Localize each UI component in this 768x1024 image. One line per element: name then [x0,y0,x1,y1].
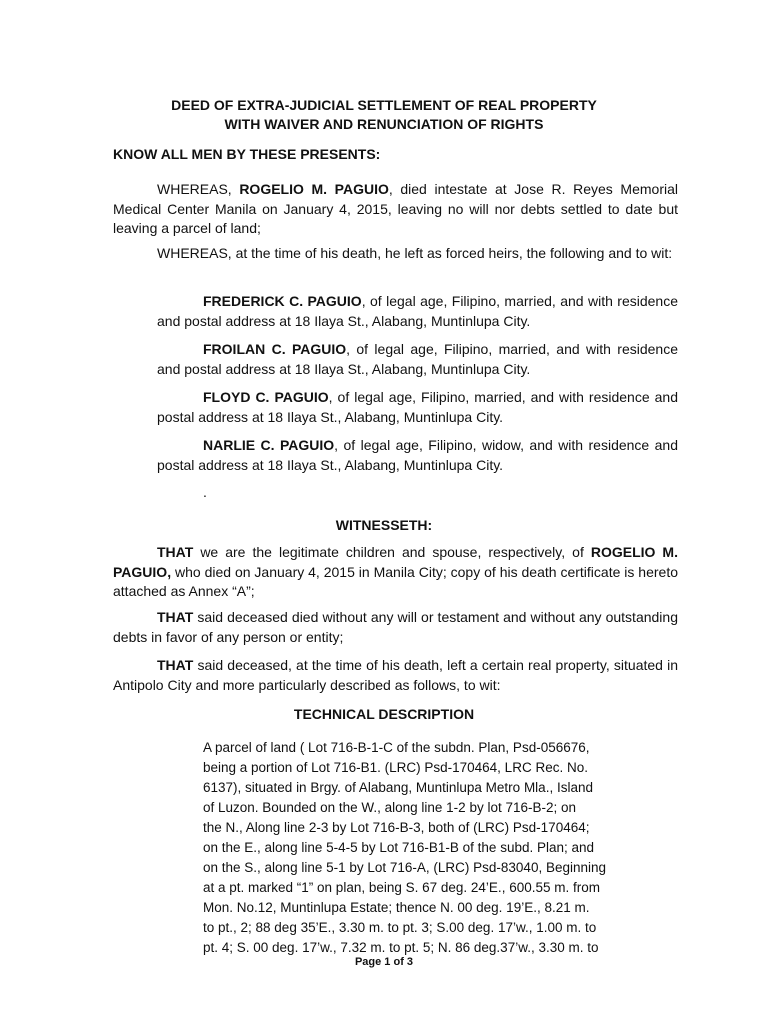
that-lead: THAT [157,544,194,560]
tech-line: pt. 4; S. 00 deg. 17’w., 7.32 m. to pt. 5; N. 86 deg.37’w., 3.30 m. to [203,940,599,955]
heir-description: , of legal age, Filipino, married, and with residence and postal address at 18 Ilaya St., Alabang, Muntinlupa City. [157,341,678,377]
whereas-paragraph-2: WHEREAS, at the time of his death, he left as forced heirs, the following and to wit: [157,245,673,261]
that-paragraph-2 [113,608,678,647]
know-all-heading: KNOW ALL MEN BY THESE PRESENTS: [113,146,381,162]
technical-description-heading: TECHNICAL DESCRIPTION [293,706,475,722]
heir-name: FROILAN C. PAGUIO [203,341,347,357]
whereas-lead: WHEREAS, [157,181,240,197]
page-number: Page 1 of 3 [354,956,414,968]
tech-line: the N., Along line 2-3 by Lot 716-B-3, both of (LRC) Psd-170464; [203,820,590,835]
technical-description-body [203,738,627,958]
tech-line: being a portion of Lot 716-B1. (LRC) Psd-170464, LRC Rec. No. [203,760,588,775]
tech-line: of Luzon. Bounded on the W., along line 1-2 by lot 716-B-2; on [203,800,577,815]
witnesseth-heading: WITNESSETH: [335,517,433,533]
whereas-text: , died intestate at Jose R. Reyes Memorial Medical Center Manila on January 4, 2015, leaving no will nor debts settled to date but leaving a parcel of land; [113,181,678,236]
whereas-paragraph-1 [113,180,678,239]
tech-line: 6137), situated in Brgy. of Alabang, Muntinlupa Metro Mla., Island [203,780,593,795]
that-text: said deceased died without any will or testament and without any outstanding debts in favor of any person or entity; [113,609,678,645]
that-paragraph-1 [113,543,678,602]
tech-line: to pt., 2; 88 deg 35’E., 3.30 m. to pt. 3; S.00 deg. 17’w., 1.00 m. to [203,920,597,935]
tech-line: A parcel of land ( Lot 716-B-1-C of the subdn. Plan, Psd-056676, [203,740,590,755]
heir-description: , of legal age, Filipino, married, and with residence and postal address at 18 Ilaya St., Alabang, Muntinlupa City. [157,389,678,425]
heir-name: FLOYD C. PAGUIO [203,389,329,405]
heir-entry [157,388,678,427]
title-line-1: DEED OF EXTRA-JUDICIAL SETTLEMENT OF REAL PROPERTY [171,97,597,113]
heir-name: NARLIE C. PAGUIO [203,437,335,453]
heir-name: FREDERICK C. PAGUIO [203,293,362,309]
heir-entry [157,292,678,331]
title-line-2: WITH WAIVER AND RENUNCIATION OF RIGHTS [224,116,544,132]
tech-line: on the S., along line 5-1 by Lot 716-A, (LRC) Psd-83040, Beginning [203,860,607,875]
heir-entry [157,436,678,475]
stray-period: . [203,484,207,500]
tech-line: on the E., along line 5-4-5 by Lot 716-B1-B of the subd. Plan; and [203,840,595,855]
page-number-footer [0,956,768,968]
tech-line: Mon. No.12, Muntinlupa Estate; thence N. 00 deg. 19’E., 8.21 m. [203,900,590,915]
that-text: who died on January 4, 2015 in Manila City; copy of his death certificate is hereto attached as Annex “A”; [113,563,678,599]
that-paragraph-3 [113,656,678,695]
deceased-name: ROGELIO M. PAGUIO, [113,544,678,580]
heir-entry [157,340,678,379]
heir-description: , of legal age, Filipino, married, and with residence and postal address at 18 Ilaya St., Alabang, Muntinlupa City. [157,293,678,329]
deceased-name: ROGELIO M. PAGUIO [239,181,389,197]
document-title [0,96,768,134]
that-text: said deceased, at the time of his death, left a certain real property, situated in Antipolo City and more particularly described as follows, to wit: [113,657,678,693]
tech-line: at a pt. marked “1” on plan, being S. 67 deg. 24’E., 600.55 m. from [203,880,600,895]
that-lead: THAT [157,609,194,625]
that-lead: THAT [157,657,194,673]
heir-description: , of legal age, Filipino, widow, and with residence and postal address at 18 Ilaya St., Alabang, Muntinlupa City. [157,437,679,473]
that-text: we are the legitimate children and spouse, respectively, of [193,544,591,560]
